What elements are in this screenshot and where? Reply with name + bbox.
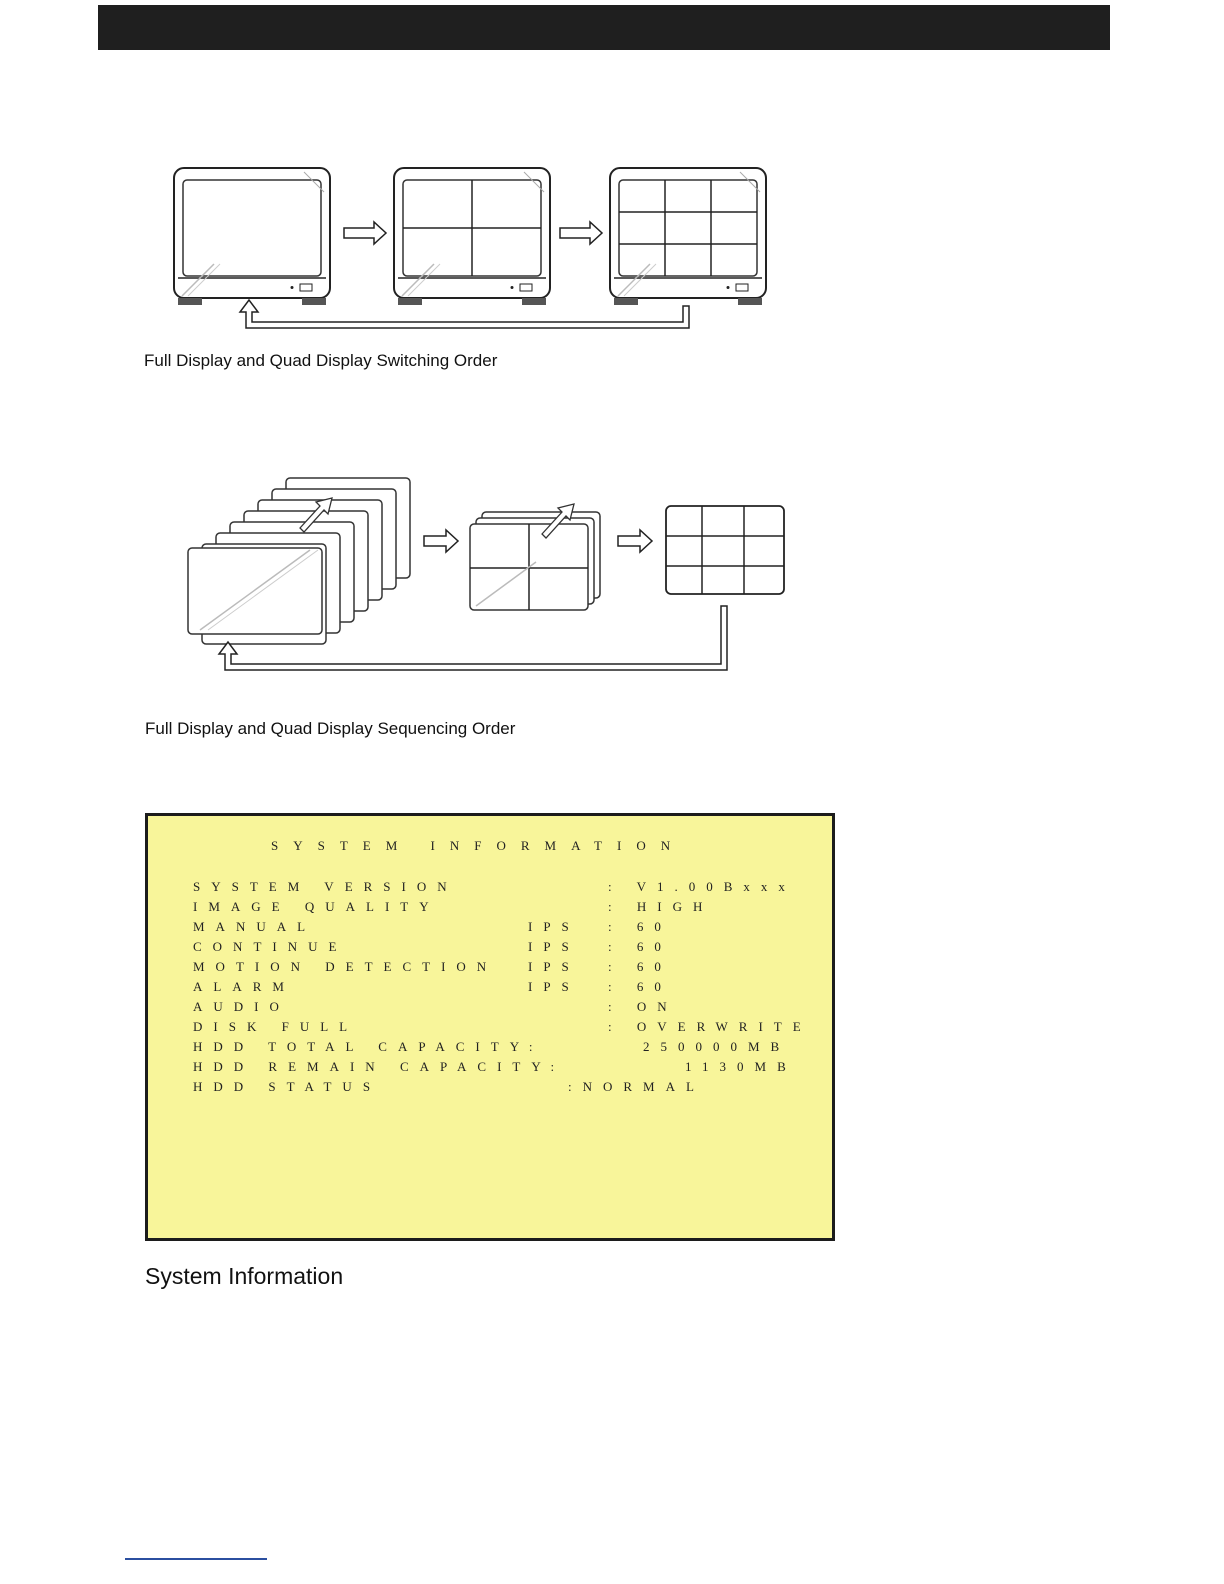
arrow-right-icon [344, 222, 386, 244]
footer-rule [125, 1558, 267, 1560]
osd-row-value: : 60 [608, 959, 672, 974]
osd-row-label: AUDIO [193, 999, 290, 1014]
sequencing-order-caption: Full Display and Quad Display Sequencing Order [145, 719, 516, 738]
osd-row-value: :NORMAL [568, 1079, 705, 1094]
osd-row-value: : 60 [608, 919, 672, 934]
osd-row [148, 1039, 832, 1059]
system-information-screen [145, 813, 835, 1241]
switching-order-diagram [160, 160, 780, 340]
osd-row [148, 999, 832, 1019]
osd-row [148, 919, 832, 939]
osd-row [148, 959, 832, 979]
osd-row-value: : 60 [608, 979, 672, 994]
nine-split-screen [666, 506, 784, 594]
osd-row [148, 939, 832, 959]
osd-row-label: HDD REMAIN CAPACITY: [193, 1059, 566, 1074]
osd-row-label: MANUAL [193, 919, 317, 934]
osd-row-label: HDD TOTAL CAPACITY: [193, 1039, 544, 1054]
osd-row [148, 1059, 832, 1079]
osd-row-value: : ON [608, 999, 678, 1014]
osd-row-label: DISK FULL [193, 1019, 359, 1034]
arrow-right-icon [424, 530, 458, 552]
osd-row-ips: IPS [528, 959, 580, 974]
osd-row-value: : OVERWRITE [608, 1019, 812, 1034]
osd-row [148, 899, 832, 919]
osd-row-label: IMAGE QUALITY [193, 899, 440, 914]
osd-title: SYSTEM INFORMATION [271, 838, 686, 853]
osd-row-label: MOTION DETECTION [193, 959, 498, 974]
osd-row-label: SYSTEM VERSION [193, 879, 458, 894]
osd-row-ips: IPS [528, 919, 580, 934]
sequencing-order-diagram [180, 470, 800, 680]
arrow-right-icon [618, 530, 652, 552]
osd-row-value: : 60 [608, 939, 672, 954]
osd-row-label: ALARM [193, 979, 295, 994]
osd-row [148, 1019, 832, 1039]
osd-row-value: 250000MB [643, 1039, 791, 1054]
osd-row-ips: IPS [528, 979, 580, 994]
osd-row [148, 1079, 832, 1099]
osd-row-value: : HIGH [608, 899, 714, 914]
osd-row-value: : V1.00Bxxx [608, 879, 796, 894]
page-header-bar [98, 5, 1110, 50]
osd-row [148, 879, 832, 899]
osd-row-label: HDD STATUS [193, 1079, 382, 1094]
nine-split-monitor [610, 168, 766, 305]
arrow-right-icon [560, 222, 602, 244]
switching-order-caption: Full Display and Quad Display Switching Order [144, 351, 498, 370]
system-information-caption: System Information [145, 1263, 344, 1289]
osd-row [148, 979, 832, 999]
full-display-monitor [174, 168, 330, 305]
osd-row-ips: IPS [528, 939, 580, 954]
osd-row-value: 1130MB [685, 1059, 797, 1074]
osd-row-label: CONTINUE [193, 939, 348, 954]
